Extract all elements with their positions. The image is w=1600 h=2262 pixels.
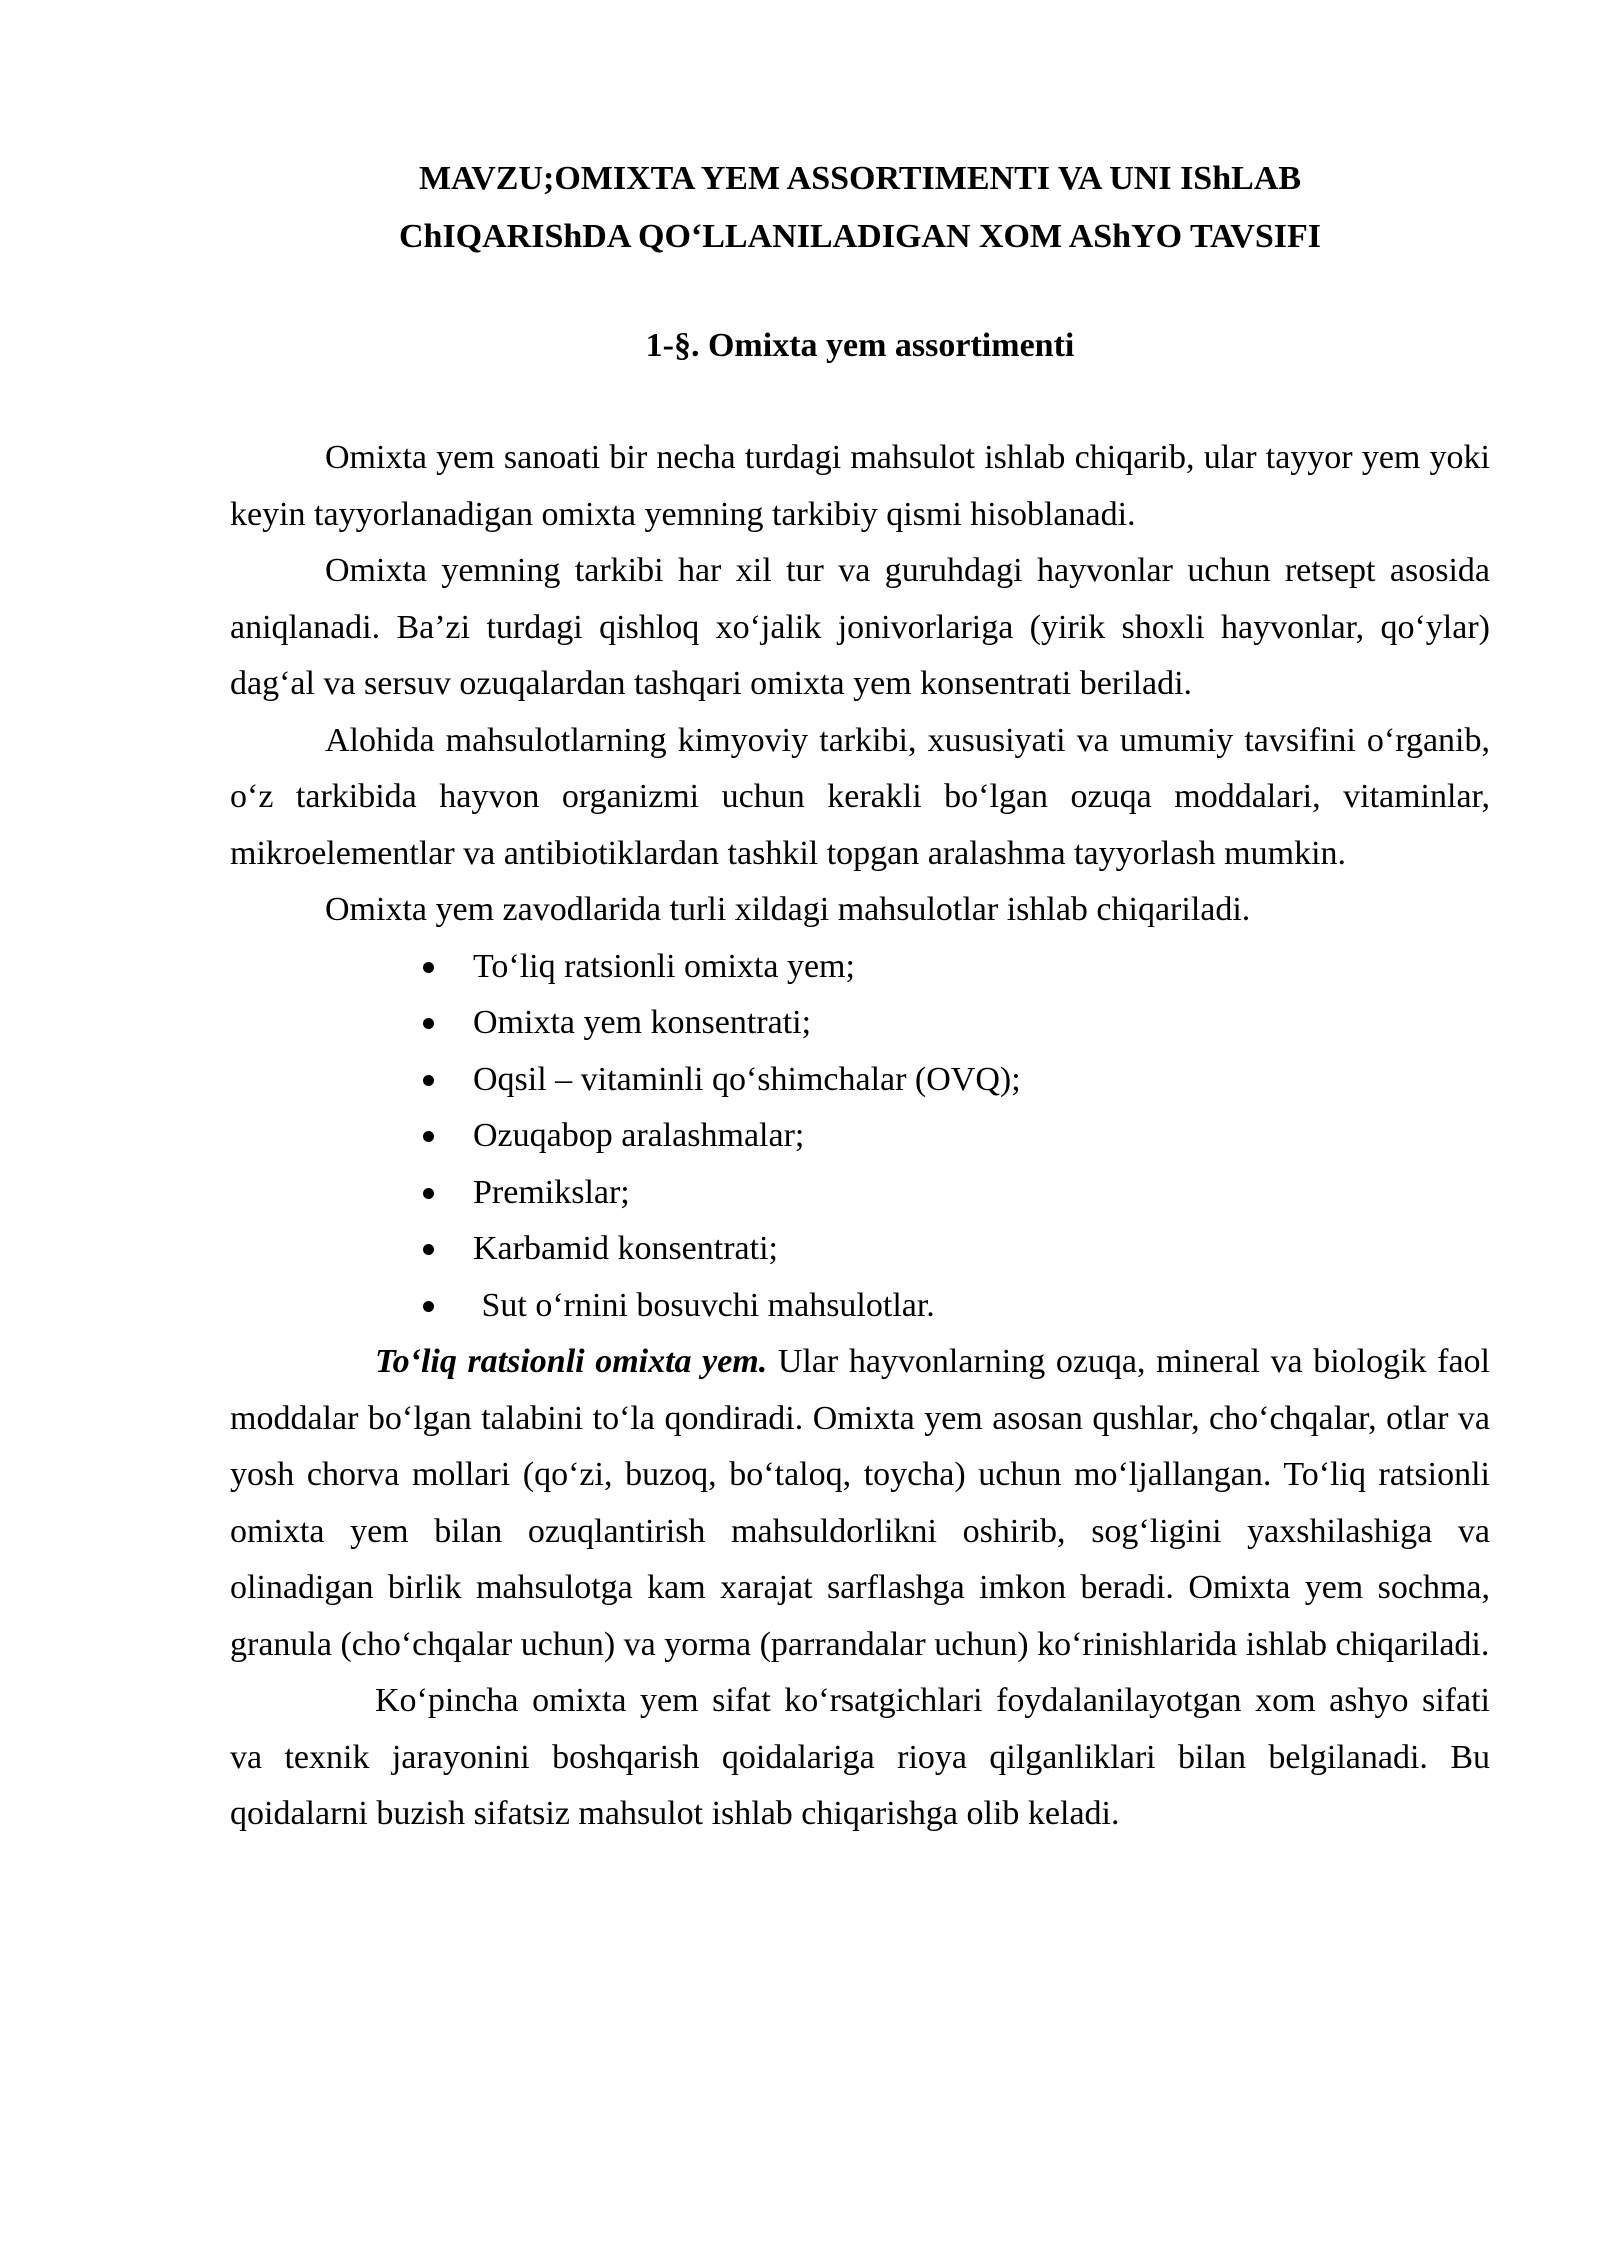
paragraph-2: Omixta yemning tarkibi har xil tur va guruhdagi hayvonlar uchun retsept asosida aniqlanadi. Ba’zi turdagi qishloq xo‘jalik jonivorlariga (yirik shoxli hayvonlar, qo‘ylar) dag‘al va sersuv ozuqalardan tashqari omixta yem konsentrati beriladi. bbox=[230, 552, 1490, 702]
document-title-line-2: ChIQARIShDA QO‘LLANILADIGAN XOM AShYO TAVSIFI bbox=[398, 218, 1321, 255]
list-item bbox=[230, 1052, 1490, 1109]
product-type-list bbox=[230, 939, 1490, 1335]
list-item bbox=[230, 1278, 1490, 1335]
bullet-dot-icon bbox=[423, 1075, 434, 1086]
paragraph-5 bbox=[230, 1334, 1490, 1673]
list-item bbox=[230, 1108, 1490, 1165]
bullet-dot-icon bbox=[423, 1018, 434, 1029]
list-item-text: To‘liq ratsionli omixta yem; bbox=[473, 947, 855, 985]
section-heading: 1-§. Omixta yem assortimenti bbox=[645, 327, 1075, 364]
bullet-dot-icon bbox=[423, 1188, 434, 1199]
list-item bbox=[230, 939, 1490, 996]
list-item-text: Sut o‘rnini bosuvchi mahsulotlar. bbox=[473, 1286, 935, 1324]
list-item-text: Oqsil – vitaminli qo‘shimchalar (OVQ); bbox=[473, 1060, 1021, 1098]
list-item bbox=[230, 1221, 1490, 1278]
document-title bbox=[230, 150, 1490, 266]
document-body bbox=[230, 430, 1490, 1843]
list-item-text: Karbamid konsentrati; bbox=[473, 1230, 778, 1267]
paragraph-4: Omixta yem zavodlarida turli xildagi mahsulotlar ishlab chiqariladi. bbox=[325, 891, 1251, 928]
paragraph-5-lead-term: To‘liq ratsionli omixta yem. bbox=[375, 1343, 768, 1380]
list-item bbox=[230, 1165, 1490, 1222]
paragraph-5-text: Ular hayvonlarning ozuqa, mineral va biologik faol moddalar bo‘lgan talabini to‘la qondiradi. Omixta yem asosan qushlar, cho‘chqalar, otlar va yosh chorva mollari (qo‘zi, buzoq, bo‘taloq, toycha) uchun mo‘ljallangan. To‘liq ratsionli omixta yem bilan ozuqlantirish mahsuldorlikni oshirib, sog‘ligini yaxshilashiga va olinadigan birlik mahsulotga kam xarajat sarflashga imkon beradi. Omixta yem sochma, granula (cho‘chqalar uchun) va yorma (parrandalar uchun) ko‘rinishlarida ishlab chiqariladi. bbox=[230, 1343, 1490, 1663]
list-item-text: Premikslar; bbox=[473, 1173, 630, 1211]
list-item bbox=[230, 995, 1490, 1052]
bullet-dot-icon bbox=[423, 1301, 434, 1312]
paragraph-1: Omixta yem sanoati bir necha turdagi mahsulot ishlab chiqarib, ular tayyor yem yoki keyin tayyorlanadigan omixta yemning tarkibiy qismi hisoblanadi. bbox=[230, 439, 1490, 533]
bullet-dot-icon bbox=[423, 962, 434, 973]
paragraph-3: Alohida mahsulotlarning kimyoviy tarkibi, xususiyati va umumiy tavsifini o‘rganib, o‘z tarkibida hayvon organizmi uchun kerakli bo‘lgan ozuqa moddalari, vitaminlar, mikroelementlar va antibiotiklardan tashkil topgan aralashma tayyorlash mumkin. bbox=[230, 721, 1490, 872]
list-item-text: Ozuqabop aralashmalar; bbox=[473, 1117, 805, 1154]
paragraph-6: Ko‘pincha omixta yem sifat ko‘rsatgichlari foydalanilayotgan xom ashyo sifati va texnik jarayonini boshqarish qoidalariga rioya qilganliklari bilan belgilanadi. Bu qoidalarni buzish sifatsiz mahsulot ishlab chiqarishga olib keladi. bbox=[230, 1682, 1490, 1832]
list-item-text: Omixta yem konsentrati; bbox=[473, 1004, 812, 1041]
document-title-line-1: MAVZU;OMIXTA YEM ASSORTIMENTI VA UNI IShLAB bbox=[418, 160, 1302, 197]
bullet-dot-icon bbox=[423, 1244, 434, 1255]
bullet-dot-icon bbox=[423, 1131, 434, 1142]
